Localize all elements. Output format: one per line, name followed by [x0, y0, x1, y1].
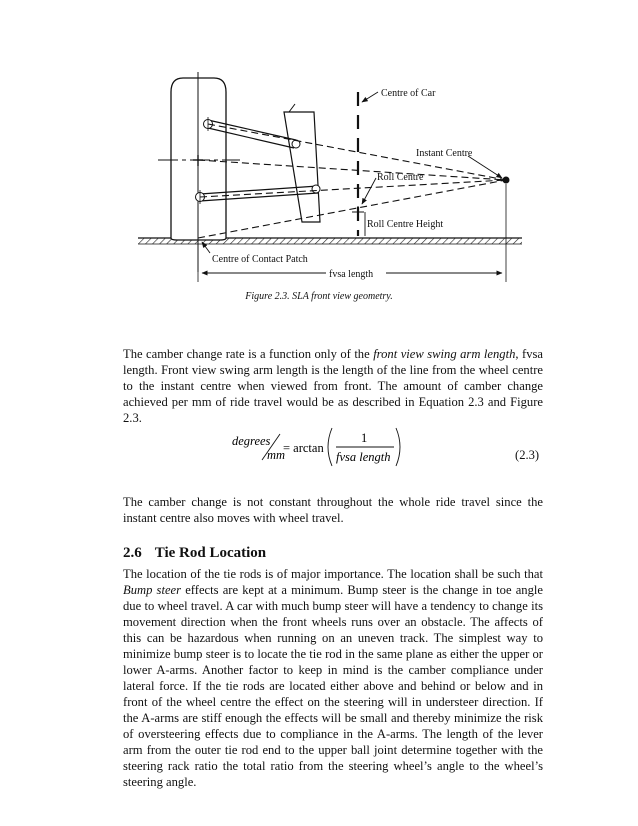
sla-front-view-figure [0, 0, 638, 290]
fvsa-dimension [198, 184, 506, 282]
label-contact-patch: Centre of Contact Patch [212, 254, 308, 265]
eq-degrees: degrees [232, 434, 271, 448]
p3-text-rest: effects are kept at a minimum. Bump steer is the change in toe angle due to wheel travel. A car with much bump steer will have a tendency to change its movement direction when the front wheels runs over an obstacle. The affects of this can be hazardous when running on an uneven track. The simplest way to minimize bump steer is to locate the tie rod in the same plane as either the upper or lower A-arms. Another factor to keep in mind is the camber compliance under lateral force. If the tie rods are located either above and behind or below and in front of the wheel centre the effect on the steering will in understeer direction. If the A-arms are stiff enough the effects will be small and thereby minimize the risk of oversteering effects due to compliance in the A-arms. The length of the lever arm from the outer tie rod end to the upper ball joint determine together with the steering rack ratio the total ratio from the steering wheel’s angle to the wheel’s steering angle. [123, 583, 543, 789]
section-heading [123, 545, 266, 562]
eq-one: 1 [361, 431, 368, 445]
p1-text: The camber change rate is a function only of the [123, 347, 374, 361]
paragraph-camber-constant: The camber change is not constant throughout the whole ride travel since the instant centre also moves with wheel travel. [123, 495, 543, 525]
equation-2-3 [220, 422, 550, 474]
instant-centre-point [503, 177, 510, 184]
eq-fvsa: fvsa length [336, 450, 391, 464]
p3-text: The location of the tie rods is of major importance. The location shall be such that [123, 567, 543, 581]
figure-caption: Figure 2.3. SLA front view geometry. [245, 291, 393, 302]
upright [284, 104, 320, 222]
eq-arctan: = arctan [283, 441, 324, 455]
eq-right-paren [396, 428, 400, 466]
label-fvsa-length: fvsa length [329, 269, 374, 280]
car-centre-line [352, 92, 364, 236]
section-number: 2.6 [123, 545, 142, 561]
eq-mm: mm [267, 448, 286, 462]
label-roll-centre: Roll Centre [377, 172, 424, 183]
label-centre-of-car: Centre of Car [381, 88, 436, 99]
paragraph-camber-rate [123, 346, 543, 426]
p1-emphasis: front view swing arm length [373, 347, 516, 361]
paragraph-tie-rod [123, 566, 543, 790]
equation-number: (2.3) [515, 448, 540, 462]
p1-text-rest: , fvsa length. Front view swing arm length is the length of the line from the wheel centre to the instant centre when viewed from front. The amount of camber change achieved per mm of ride travel would be as described in Equation 2.3 and Figure 2.3. [123, 347, 543, 425]
p3-emphasis: Bump steer [123, 583, 182, 597]
label-instant-centre: Instant Centre [416, 148, 473, 159]
geometry-lines [198, 124, 506, 238]
label-roll-centre-height: Roll Centre Height [367, 219, 444, 230]
eq-left-paren [328, 428, 332, 466]
section-title: Tie Rod Location [154, 545, 267, 561]
